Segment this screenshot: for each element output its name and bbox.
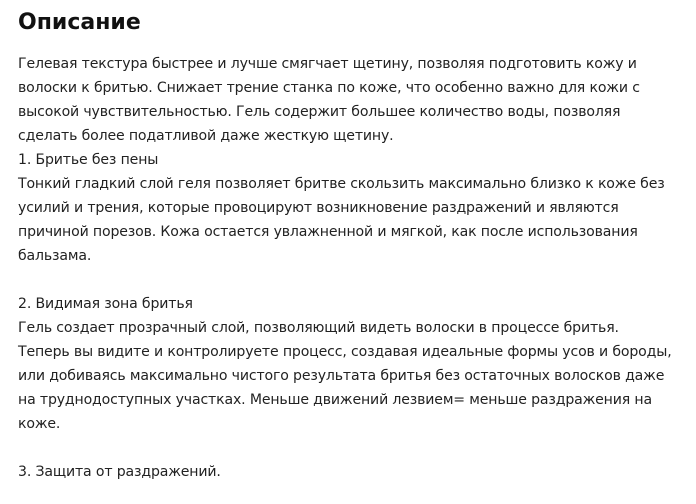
- section-heading-visible-shaving-zone: 2. Видимая зона бритья: [18, 296, 193, 312]
- description-line: сделать более податливой даже жесткую щетину.: [18, 128, 394, 144]
- description-line: причиной порезов. Кожа остается увлажненной и мягкой, как после использования: [18, 224, 638, 240]
- description-line: Тонкий гладкий слой геля позволяет бритве скользить максимально близко к коже без: [18, 176, 665, 192]
- paragraph-spacer: [18, 436, 690, 460]
- description-line: на труднодоступных участках. Меньше движений лезвием= меньше раздражения на: [18, 392, 652, 408]
- description-line: Гелевая текстура быстрее и лучше смягчает щетину, позволяя подготовить кожу и: [18, 56, 637, 72]
- section-heading-irritation-protection: 3. Защита от раздражений.: [18, 464, 221, 480]
- description-text: [18, 52, 690, 484]
- description-section: [18, 8, 690, 484]
- section-heading-shaving-without-foam: 1. Бритье без пены: [18, 152, 159, 168]
- description-line: Теперь вы видите и контролируете процесс, создавая идеальные формы усов и бороды,: [18, 344, 672, 360]
- description-line: высокой чувствительностью. Гель содержит большее количество воды, позволяя: [18, 104, 621, 120]
- description-line: коже.: [18, 416, 61, 432]
- description-line: волоски к бритью. Снижает трение станка по коже, что особенно важно для кожи с: [18, 80, 640, 96]
- description-line: Гель создает прозрачный слой, позволяющий видеть волоски в процессе бритья.: [18, 320, 619, 336]
- paragraph-spacer: [18, 268, 690, 292]
- description-line: или добиваясь максимально чистого результата бритья без остаточных волосков даже: [18, 368, 665, 384]
- description-line: бальзама.: [18, 248, 92, 264]
- description-line: усилий и трения, которые провоцируют возникновение раздражений и являются: [18, 200, 619, 216]
- description-title: Описание: [18, 10, 141, 35]
